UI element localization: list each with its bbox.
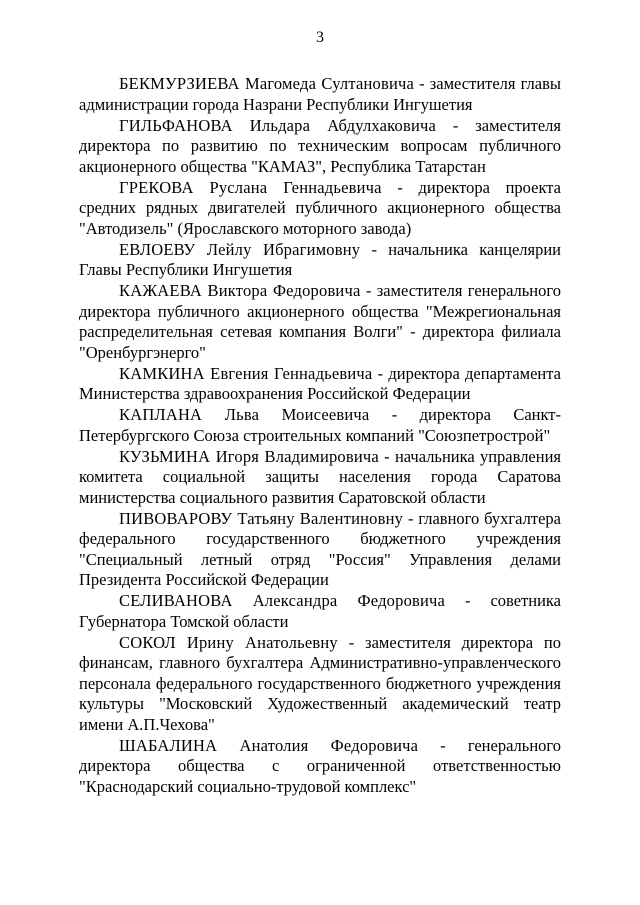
person-name: КАМКИНА Евгения Геннадьевича xyxy=(119,363,373,383)
person-position: советника Губернатора Томской области xyxy=(79,591,561,631)
person-position: заместителя главы администрации города Назрани Республики Ингушетия xyxy=(79,74,561,114)
person-name: ГРЕКОВА Руслана Геннадьевича xyxy=(119,177,382,197)
list-item: ПИВОВАРОВУ Татьяну Валентиновну - главного бухгалтера федерального государственного бюджетного учреждения "Специальный летный отряд "Россия" Управления делами Президента Российской Федерации xyxy=(79,508,561,589)
list-item: ШАБАЛИНА Анатолия Федоровича - генерального директора общества с ограниченной ответственностью "Краснодарский социально-трудовой комплекс" xyxy=(79,735,562,796)
person-name: ЕВЛОЕВУ Лейлу Ибрагимовну xyxy=(119,239,361,259)
person-name: СЕЛИВАНОВА Александра Федоровича xyxy=(119,591,446,610)
award-list xyxy=(79,74,561,798)
list-item: КАМКИНА Евгения Геннадьевича - директора департамента Министерства здравоохранения Российской Федерации xyxy=(79,363,561,403)
person-position: заместителя директора по развитию по техническим вопросам публичного акционерного общества "КАМАЗ", Республика Татарстан xyxy=(79,115,562,176)
person-name: ШАБАЛИНА Анатолия Федоровича xyxy=(119,735,419,755)
person-name: КАПЛАНА Льва Моисеевича xyxy=(119,405,370,424)
page-number: 3 xyxy=(316,29,324,46)
list-item: СЕЛИВАНОВА Александра Федоровича - советника Губернатора Томской области xyxy=(79,591,561,631)
list-item: КУЗЬМИНА Игоря Владимировича - начальника управления комитета социальной защиты населения города Саратова министерства социального развития Саратовской области xyxy=(79,446,561,507)
list-item: ГРЕКОВА Руслана Геннадьевича - директора проекта средних рядных двигателей публичного акционерного общества "Автодизель" (Ярославского моторного завода) xyxy=(79,177,561,238)
person-name: КАЖАЕВА Виктора Федоровича xyxy=(119,281,361,300)
list-item: ЕВЛОЕВУ Лейлу Ибрагимовну - начальника канцелярии Главы Республики Ингушетия xyxy=(79,239,561,279)
list-item: ГИЛЬФАНОВА Ильдара Абдулхаковича - заместителя директора по развитию по техническим вопросам публичного акционерного общества "КАМАЗ", Республика Татарстан xyxy=(79,115,562,176)
person-name: ПИВОВАРОВУ Татьяну Валентиновну xyxy=(119,508,404,528)
list-item: СОКОЛ Ирину Анатольевну - заместителя директора по финансам, главного бухгалтера Административно-управленческого персонала федерального государственного бюджетного учреждения культуры "Московский Художественный академический театр имени А.П.Чехова" xyxy=(79,632,561,734)
person-position: главного бухгалтера федерального государственного бюджетного учреждения "Специальный летный отряд "Россия" Управления делами Президента Российской Федерации xyxy=(79,508,561,589)
person-position: начальника управления комитета социальной защиты населения города Саратова министерства социального развития Саратовской области xyxy=(79,446,561,507)
person-name: КУЗЬМИНА Игоря Владимировича xyxy=(119,446,379,466)
list-item: КАПЛАНА Льва Моисеевича - директора Санкт-Петербургского Союза строительных компаний "Союзпетрострой" xyxy=(79,405,562,445)
person-position: заместителя генерального директора публичного акционерного общества "Межрегиональная распределительная сетевая компания Волги" - директора филиала "Оренбургэнерго" xyxy=(79,281,561,362)
person-position: начальника канцелярии Главы Республики Ингушетия xyxy=(79,239,561,279)
list-item: КАЖАЕВА Виктора Федоровича - заместителя генерального директора публичного акционерного общества "Межрегиональная распределительная сетевая компания Волги" - директора филиала "Оренбургэнерго" xyxy=(79,281,561,362)
person-name: БЕКМУРЗИЕВА Магомеда Султановича xyxy=(119,74,415,93)
person-position: директора Санкт-Петербургского Союза строительных компаний "Союзпетрострой" xyxy=(79,405,562,445)
list-item: БЕКМУРЗИЕВА Магомеда Султановича - заместителя главы администрации города Назрани Республики Ингушетия xyxy=(79,74,561,114)
person-name: ГИЛЬФАНОВА Ильдара Абдулхаковича xyxy=(119,115,437,135)
person-position: заместителя директора по финансам, главного бухгалтера Административно-управленческого персонала федерального государственного бюджетного учреждения культуры "Московский Художественный академический театр имени А.П.Чехова" xyxy=(79,632,561,734)
person-position: генерального директора общества с ограниченной ответственностью "Краснодарский социально-трудовой комплекс" xyxy=(79,735,562,796)
person-position: директора проекта средних рядных двигателей публичного акционерного общества "Автодизель" (Ярославского моторного завода) xyxy=(79,177,561,238)
person-name: СОКОЛ Ирину Анатольевну xyxy=(119,632,338,652)
person-position: директора департамента Министерства здравоохранения Российской Федерации xyxy=(79,363,561,403)
